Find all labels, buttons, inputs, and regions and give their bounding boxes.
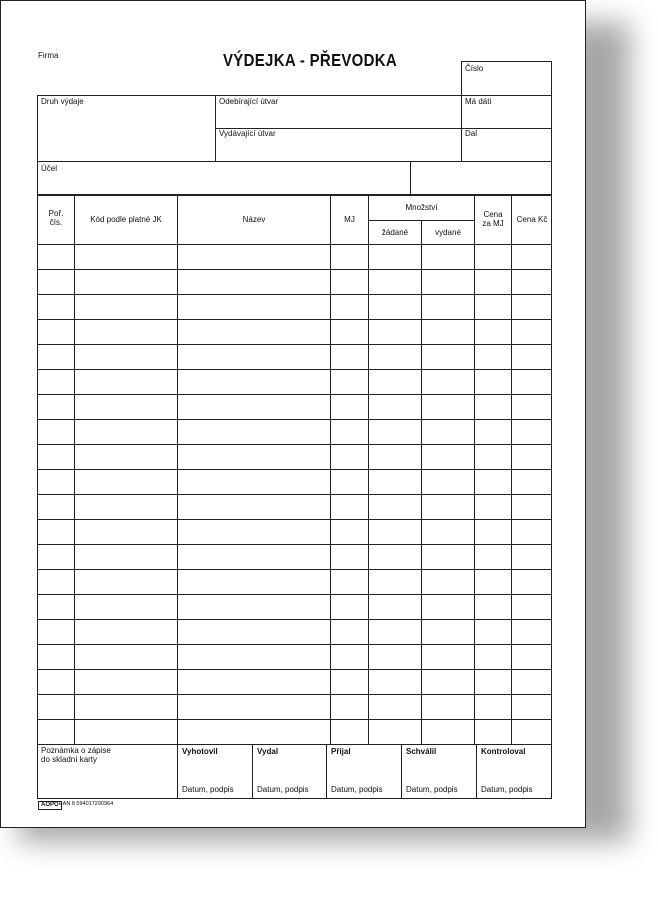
table-row[interactable]: [38, 695, 551, 719]
col-header-nazev: Název: [242, 215, 266, 224]
druh-vydeje-label: Druh výdaje: [41, 97, 84, 106]
ucel-field[interactable]: [38, 162, 409, 194]
col-header-mnozstvi: Množství: [405, 203, 438, 212]
table-row[interactable]: [38, 320, 551, 344]
col-header-vydane: vydané: [435, 228, 461, 237]
cislo-label: Číslo: [465, 64, 484, 73]
col-header-cena-kc: Cena Kč: [516, 215, 548, 224]
dal-label: Dal: [465, 129, 478, 138]
table-row[interactable]: [38, 595, 551, 619]
row-divider: [37, 694, 552, 695]
poznamka-label: Poznámka o zápise do skladní karty: [41, 746, 111, 764]
table-row[interactable]: [38, 495, 551, 519]
row-divider: [37, 319, 552, 320]
row-divider: [37, 419, 552, 420]
row-divider: [37, 344, 552, 345]
publisher-logo: AOPO: [38, 801, 62, 810]
row-divider: [37, 619, 552, 620]
row-divider: [37, 369, 552, 370]
row-divider: [37, 569, 552, 570]
row-divider: [37, 544, 552, 545]
table-row[interactable]: [38, 545, 551, 569]
table-row[interactable]: [38, 245, 551, 269]
table-row[interactable]: [38, 620, 551, 644]
page-title: VÝDEJKA - PŘEVODKA: [223, 51, 398, 71]
ucel-label: Účel: [41, 164, 58, 173]
table-row[interactable]: [38, 420, 551, 444]
table-row[interactable]: [38, 570, 551, 594]
col-header-zadane: žádané: [381, 228, 409, 237]
schvalil-label: Schválil: [406, 747, 437, 756]
row-divider: [37, 719, 552, 720]
table-row[interactable]: [38, 445, 551, 469]
row-divider: [37, 669, 552, 670]
kontroloval-label: Kontroloval: [481, 747, 526, 756]
table-row[interactable]: [38, 670, 551, 694]
row-divider: [37, 644, 552, 645]
table-row[interactable]: [38, 520, 551, 544]
datum-podpis-label: Datum, podpis: [406, 785, 458, 794]
ma-dati-label: Má dáti: [465, 97, 492, 106]
table-row[interactable]: [38, 370, 551, 394]
table-row[interactable]: [38, 270, 551, 294]
col-header-por-cis: Poř. čís.: [48, 209, 64, 227]
vydal-label: Vydal: [257, 747, 279, 756]
datum-podpis-label: Datum, podpis: [331, 785, 383, 794]
vydavajici-utvar-label: Vydávající útvar: [219, 129, 276, 138]
vyhotovil-label: Vyhotovil: [182, 747, 218, 756]
table-row[interactable]: [38, 720, 551, 744]
table-row[interactable]: [38, 395, 551, 419]
col-header-mj: MJ: [344, 215, 355, 224]
row-divider: [37, 444, 552, 445]
table-row[interactable]: [38, 345, 551, 369]
row-divider: [37, 294, 552, 295]
odebirajici-utvar-label: Odebírající útvar: [219, 97, 279, 106]
ean-code: EAN 8 594017290964: [59, 801, 114, 807]
row-divider: [37, 494, 552, 495]
col-header-kod: Kód podle platné JK: [90, 215, 162, 224]
firma-label: Firma: [38, 51, 59, 60]
table-row[interactable]: [38, 645, 551, 669]
datum-podpis-label: Datum, podpis: [182, 785, 234, 794]
row-divider: [37, 269, 552, 270]
col-header-cena-mj: Cena za MJ: [482, 210, 504, 228]
datum-podpis-label: Datum, podpis: [481, 785, 533, 794]
table-row[interactable]: [38, 295, 551, 319]
row-divider: [37, 519, 552, 520]
row-divider: [37, 594, 552, 595]
row-divider: [37, 469, 552, 470]
row-divider: [37, 394, 552, 395]
datum-podpis-label: Datum, podpis: [257, 785, 309, 794]
table-row[interactable]: [38, 470, 551, 494]
prijal-label: Přijal: [331, 747, 351, 756]
